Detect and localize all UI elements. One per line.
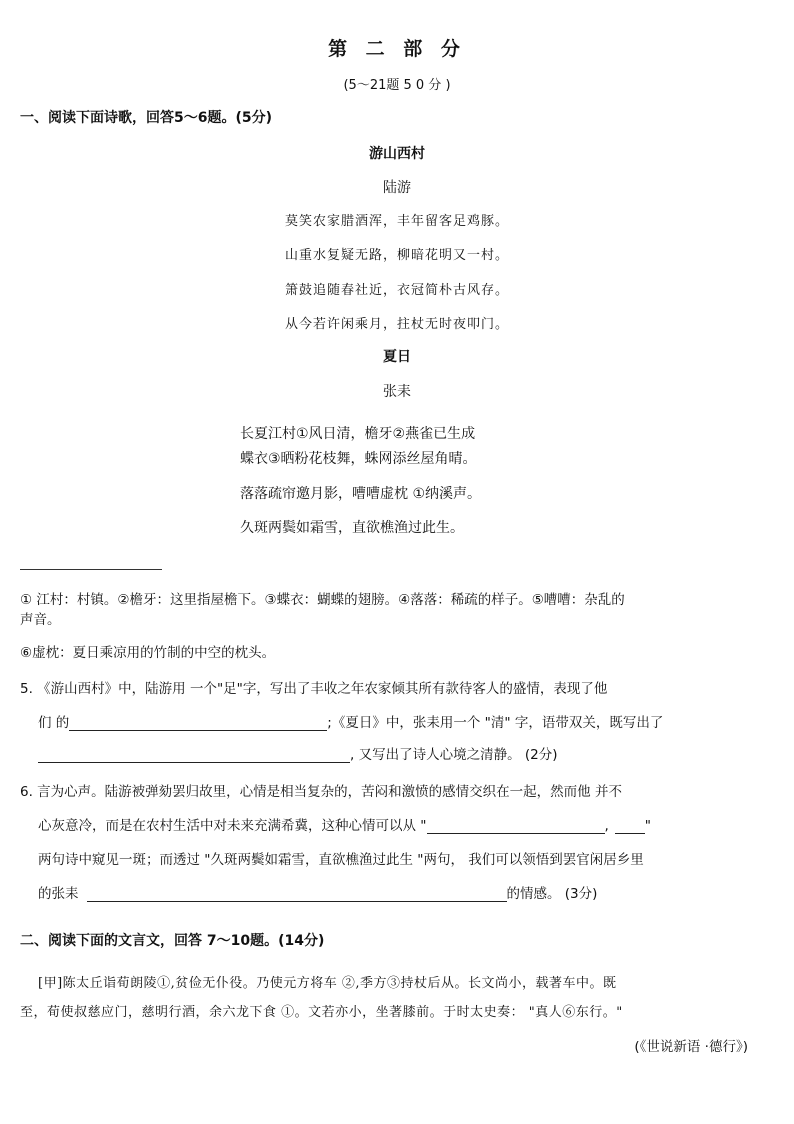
poem2-line-3: 落落疏帘邀月影，嘈嘈虚枕 ①纳溪声。 xyxy=(240,486,481,502)
section1-heading: 一、阅读下面诗歌，回答5～6题。(5分) xyxy=(20,110,273,126)
question-6-suffix: 的情感。 (3分) xyxy=(506,886,598,902)
answer-blank-6c[interactable] xyxy=(87,887,507,902)
poem2-line-1: 长夏江村①风日清，檐牙②燕雀已生成 xyxy=(240,426,476,442)
poem2-line-4: 久斑两鬓如霜雪，直欲樵渔过此生。 xyxy=(240,520,464,536)
question-6-line-2 xyxy=(38,814,651,834)
poem2-title: 夏日 xyxy=(383,349,411,365)
question-5-prefix: 们 的 xyxy=(38,715,70,731)
page-title: 第 二 部 分 xyxy=(328,38,466,60)
answer-blank-5a[interactable] xyxy=(69,716,327,731)
passage-line-1: [甲]陈太丘诣荀朗陵①,贫俭无仆役。乃使元方将车 ②,季方③持杖后从。长文尚小，载著车中。既 xyxy=(38,976,617,991)
poem1-line-1: 莫笑农家腊酒浑，丰年留客足鸡豚。 xyxy=(284,214,509,229)
poem2-line-2: 蝶衣③晒粉花枝舞，蛛网添丝屋角晴。 xyxy=(240,451,477,467)
poem1-author: 陆游 xyxy=(383,180,411,196)
answer-blank-6a[interactable] xyxy=(427,819,605,834)
page-subtitle: (5～21题 5 0 分 ) xyxy=(343,78,451,93)
question-6-close-quote: " xyxy=(644,818,652,834)
question-5-line-2 xyxy=(38,711,663,731)
poem1-title: 游山西村 xyxy=(369,146,425,162)
question-5-suffix: , 又写出了诗人心境之清静。 (2分) xyxy=(350,747,558,763)
footnote-line-3: ⑥虚枕：夏日乘凉用的竹制的中空的枕头。 xyxy=(20,645,276,661)
question-6-text: 心灰意冷，而是在农村生活中对未来充满希冀，这种心情可以从 " xyxy=(38,818,427,834)
question-5-line-3 xyxy=(38,743,558,763)
question-6-line-4 xyxy=(38,882,597,902)
question-6-comma: , xyxy=(604,818,609,834)
question-6-prefix: 的张耒 xyxy=(38,886,79,902)
question-5-middle: ;《夏日》中，张耒用一个 "清" 字，语带双关，既写出了 xyxy=(327,715,664,731)
passage-line-2: 至，荀使叔慈应门，慈明行酒，余六龙下食 ①。文若亦小，坐著膝前。于时太史奏： "真人⑥东行。" xyxy=(20,1005,623,1020)
poem2-author: 张耒 xyxy=(383,384,411,400)
poem1-line-3: 箫鼓追随春社近，衣冠简朴古风存。 xyxy=(284,283,509,298)
footnote-line-2: 声音。 xyxy=(20,612,61,628)
poem1-line-4: 从今若许闲乘月，拄杖无时夜叩门。 xyxy=(284,317,509,332)
poem1-line-2: 山重水复疑无路，柳暗花明又一村。 xyxy=(284,248,509,263)
section2-heading: 二、阅读下面的文言文，回答 7～10题。(14分) xyxy=(20,933,325,949)
answer-blank-6b[interactable] xyxy=(615,819,645,834)
footnote-divider xyxy=(20,569,162,570)
question-6-line-1: 6. 言为心声。陆游被弹劾罢归故里，心情是相当复杂的，苦闷和激愤的感情交织在一起，然而他 并不 xyxy=(20,784,622,800)
footnote-line-1: ① 江村：村镇。②檐牙：这里指屋檐下。③蝶衣：蝴蝶的翅膀。④落落：稀疏的样子。⑤嘈嘈：杂乱的 xyxy=(20,592,625,608)
question-5-line-1: 5. 《游山西村》中，陆游用 一个"足"字，写出了丰收之年农家倾其所有款待客人的盛情，表现了他 xyxy=(20,681,608,697)
question-6-line-3: 两句诗中窥见一斑；而透过 "久斑两鬓如霜雪，直欲樵渔过此生 "两句， 我们可以领悟到罢官闲居乡里 xyxy=(38,852,644,868)
answer-blank-5b[interactable] xyxy=(38,748,350,763)
passage-source: (《世说新语 ·德行》) xyxy=(634,1039,748,1055)
